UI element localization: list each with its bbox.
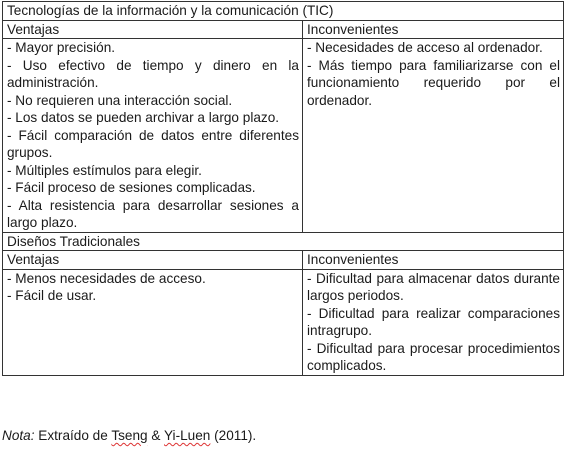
table-title: Tecnologías de la información y la comunicación (TIC) (3, 2, 564, 21)
traditional-ventajas-list (7, 270, 299, 305)
list-item: - Los datos se pueden archivar a largo plazo. (7, 110, 280, 125)
tic-content-row (3, 39, 564, 233)
traditional-inconvenientes-cell (303, 269, 564, 375)
traditional-section-title: Diseños Tradicionales (3, 232, 564, 251)
note-year: (2011). (210, 428, 257, 443)
list-item: - Mayor precisión. (7, 40, 116, 55)
list-item: - Uso efectivo de tiempo y dinero en la administración. (7, 57, 299, 90)
traditional-inconvenientes-list (307, 270, 560, 375)
note-text: Extraído de (34, 428, 112, 443)
list-item: - Fácil proceso de sesiones complicadas. (7, 180, 256, 195)
traditional-title-row (3, 232, 564, 251)
traditional-ventajas-header: Ventajas (3, 251, 303, 270)
list-item: - Dificultad para realizar comparaciones intragrupo. (307, 305, 560, 338)
traditional-header-row (3, 251, 564, 270)
list-item: - Alta resistencia para desarrollar sesiones a largo plazo. (7, 197, 299, 230)
list-item: - Múltiples estímulos para elegir. (7, 162, 202, 178)
tic-inconvenientes-header: Inconvenientes (303, 20, 564, 39)
list-item: - Dificultad para procesar procedimientos complicados. (307, 340, 560, 373)
table-note (2, 427, 256, 445)
tic-comparison-table (2, 1, 564, 376)
tic-ventajas-header: Ventajas (3, 20, 303, 39)
note-author-2: Yi-Luen (164, 428, 211, 443)
note-lead: Nota: (2, 428, 35, 443)
tic-inconvenientes-list (307, 39, 560, 109)
list-item: - Fácil comparación de datos entre diferentes grupos. (7, 127, 299, 160)
list-item: - Más tiempo para familiarizarse con el funcionamiento requerido por el ordenador. (307, 57, 560, 108)
list-item: - Menos necesidades de acceso. (7, 270, 206, 286)
list-item: - Necesidades de acceso al ordenador. (307, 40, 543, 55)
note-ampersand: & (147, 428, 164, 443)
list-item: - Dificultad para almacenar datos durante largos periodos. (307, 270, 560, 303)
table-title-row (3, 2, 564, 21)
list-item: - No requieren una interacción social. (7, 92, 233, 108)
note-author-1: Tseng (111, 428, 148, 443)
tic-header-row (3, 20, 564, 39)
tic-ventajas-list (7, 39, 299, 232)
list-item: - Fácil de usar. (7, 288, 97, 303)
tic-ventajas-cell (3, 39, 303, 233)
traditional-content-row (3, 269, 564, 375)
traditional-inconvenientes-header: Inconvenientes (303, 251, 564, 270)
tic-inconvenientes-cell (303, 39, 564, 233)
traditional-ventajas-cell (3, 269, 303, 375)
